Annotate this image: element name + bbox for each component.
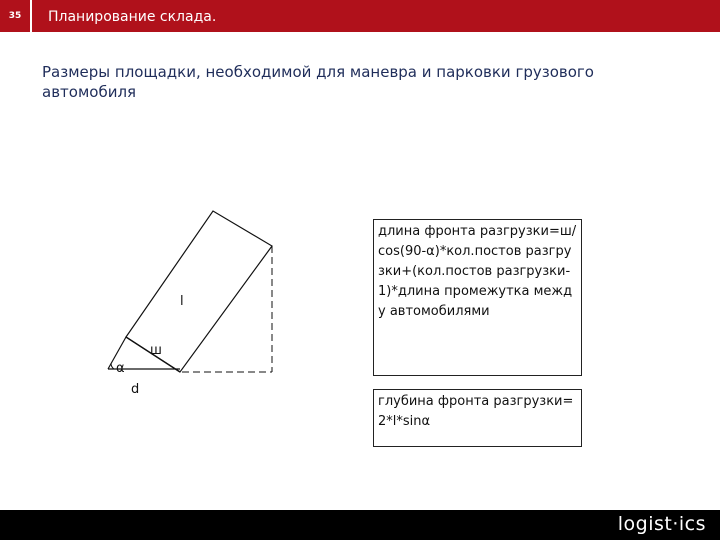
label-alpha: α	[116, 361, 125, 376]
front-depth-formula-box: глубина фронта разгрузки=2*l*sinα	[373, 389, 582, 447]
label-d: d	[131, 382, 140, 397]
slide-subtitle: Размеры площадки, необходимой для маневра и парковки грузового автомобиля	[42, 63, 594, 101]
slide-number: 35	[0, 0, 32, 32]
logistics-logo: logist·ics	[617, 513, 706, 535]
slide-title: Планирование склада.	[48, 9, 217, 25]
label-l: l	[180, 294, 184, 309]
angle-arc	[111, 363, 114, 369]
truck-rectangle	[126, 211, 272, 372]
front-length-formula-box: длина фронта разгрузки=ш/cos(90-α)*кол.постов разгрузки+(кол.постов разгрузки-1)*длина промежутка между автомобилями	[373, 219, 582, 376]
footer-bar	[0, 510, 720, 540]
label-sh: ш	[150, 343, 162, 358]
